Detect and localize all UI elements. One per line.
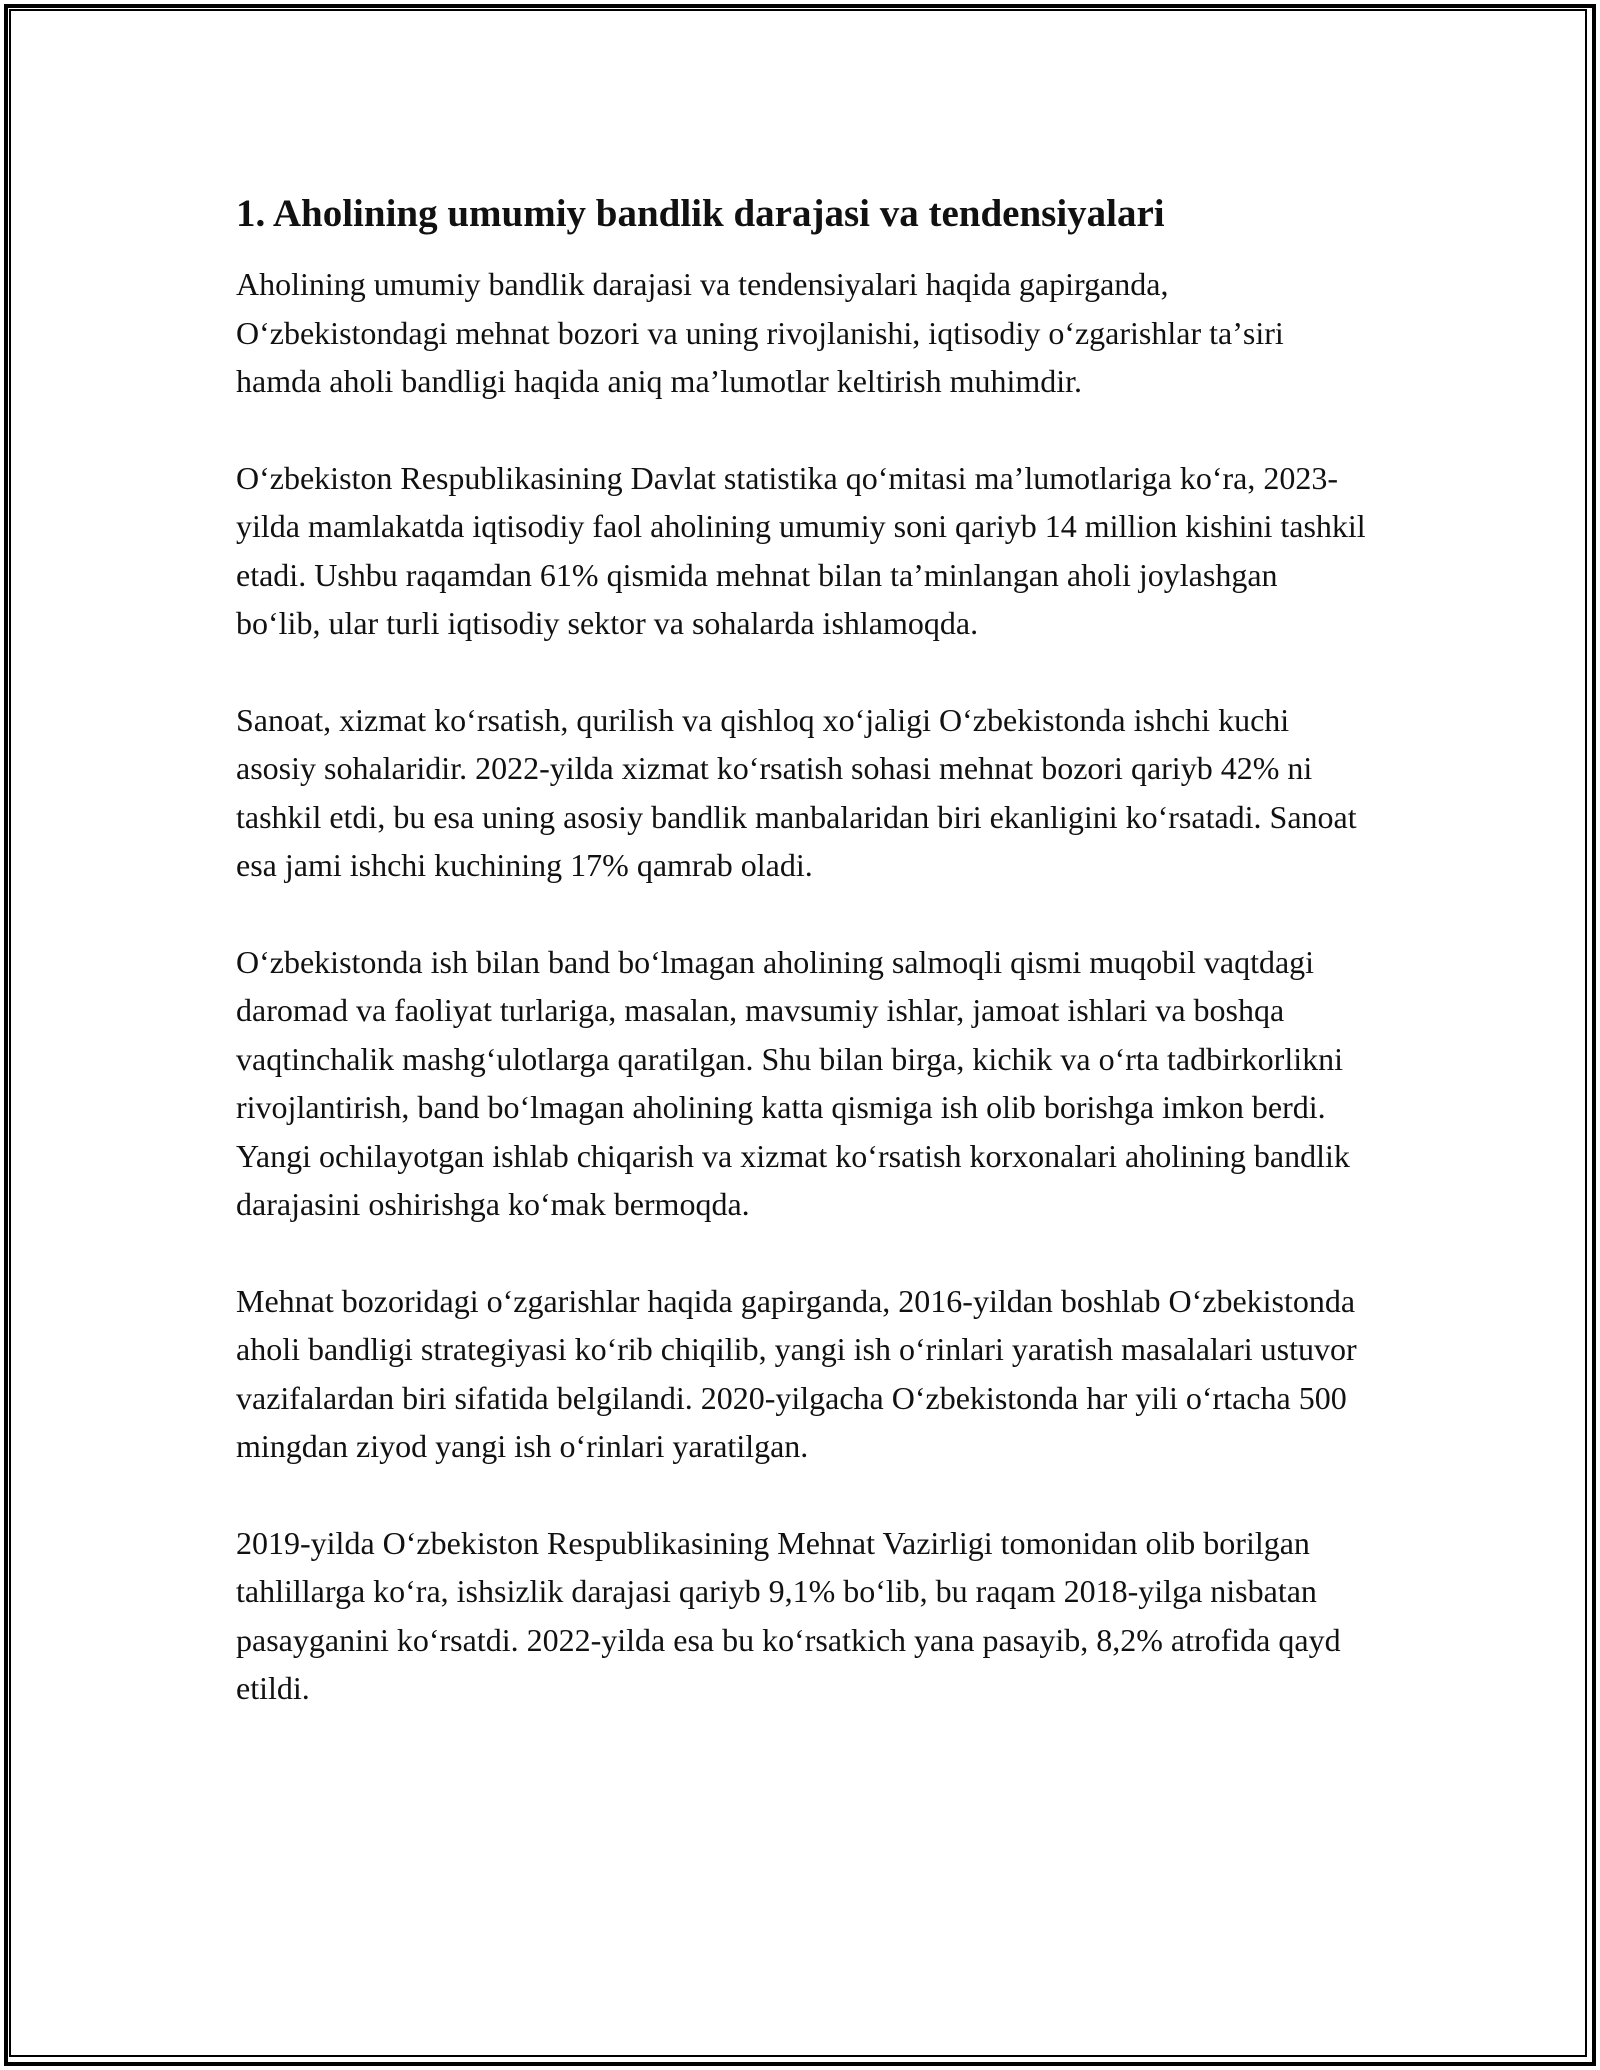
document-body <box>236 186 1366 1761</box>
section-heading: 1. Aholining umumiy bandlik darajasi va tendensiyalari <box>236 192 1165 235</box>
paragraph-statistics: Oʻzbekiston Respublikasining Davlat statistika qoʻmitasi maʼlumotlariga koʻra, 2023-yilda mamlakatda iqtisodiy faol aholining umumiy soni qariyb 14 million kishini tashkil etadi. Ushbu raqamdan 61% qismida mehnat bilan taʼminlangan aholi joylashgan boʻlib, ular turli iqtisodiy sektor va sohalarda ishlamoqda. <box>236 459 1366 641</box>
paragraph-unemployed: Oʻzbekistonda ish bilan band boʻlmagan aholining salmoqli qismi muqobil vaqtdagi daromad va faoliyat turlariga, masalan, mavsumiy ishlar, jamoat ishlari va boshqa vaqtinchalik mashgʻulotlarga qaratilgan. Shu bilan birga, kichik va oʻrta tadbirkorlikni rivojlantirish, band boʻlmagan aholining katta qismiga ish olib borishga imkon berdi. Yangi ochilayotgan ishlab chiqarish va xizmat koʻrsatish korxonalari aholining bandlik darajasini oshirishga koʻmak bermoqda. <box>236 943 1350 1222</box>
paragraph-unemployment-rate: 2019-yilda Oʻzbekiston Respublikasining Mehnat Vazirligi tomonidan olib borilgan tahlillarga koʻra, ishsizlik darajasi qariyb 9,1% boʻlib, bu raqam 2018-yilga nisbatan pasayganini koʻrsatdi. 2022-yilda esa bu koʻrsatkich yana pasayib, 8,2% atrofida qayd etildi. <box>236 1524 1341 1706</box>
paragraph-labor-market: Mehnat bozoridagi oʻzgarishlar haqida gapirganda, 2016-yildan boshlab Oʻzbekistonda aholi bandligi strategiyasi koʻrib chiqilib, yangi ish oʻrinlari yaratish masalalari ustuvor vazifalardan biri sifatida belgilandi. 2020-yilgacha Oʻzbekistonda har yili oʻrtacha 500 mingdan ziyod yangi ish oʻrinlari yaratilgan. <box>236 1282 1357 1464</box>
paragraph-sectors: Sanoat, xizmat koʻrsatish, qurilish va qishloq xoʻjaligi Oʻzbekistonda ishchi kuchi asosiy sohalaridir. 2022-yilda xizmat koʻrsatish sohasi mehnat bozori qariyb 42% ni tashkil etdi, bu esa uning asosiy bandlik manbalaridan biri ekanligini koʻrsatadi. Sanoat esa jami ishchi kuchining 17% qamrab oladi. <box>236 701 1357 883</box>
paragraph-intro: Aholining umumiy bandlik darajasi va tendensiyalari haqida gapirganda, Oʻzbekistondagi mehnat bozori va uning rivojlanishi, iqtisodiy oʻzgarishlar taʼsiri hamda aholi bandligi haqida aniq maʼlumotlar keltirish muhimdir. <box>236 266 1284 399</box>
